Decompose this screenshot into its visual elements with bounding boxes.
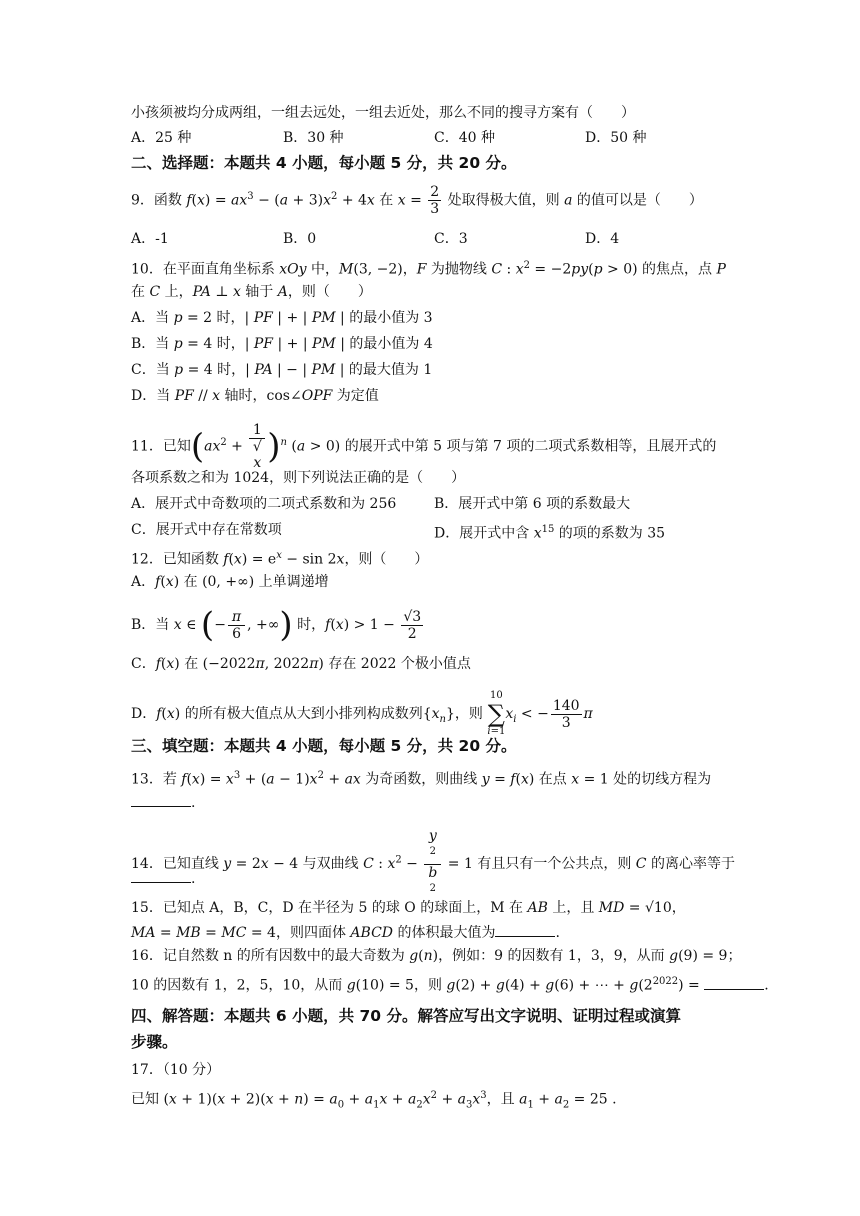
q9-option-b: B．0 <box>283 231 317 247</box>
section-4-heading-line1: 四、解答题：本题共 6 小题，共 70 分。解答应写出文字说明、证明过程或演算 <box>131 1007 681 1025</box>
q11-option-c: C．展开式中存在常数项 <box>131 522 282 538</box>
q11-option-a: A．展开式中奇数项的二项式系数和为 256 <box>131 496 397 512</box>
q12-option-a: A．f(x) 在 (0, +∞) 上单调递增 <box>131 574 329 590</box>
q13-answer-blank: . <box>131 792 195 813</box>
q8-option-d: D．50 种 <box>585 130 647 146</box>
summation-symbol: 10 ∑ i=1 <box>487 690 506 737</box>
q11-option-d: D．展开式中含 $x^{15}$ 的项的系数为 35 <box>434 524 666 542</box>
fraction-y2-over-b2: y $^2$ b $^2$ <box>424 828 441 900</box>
fraction-sqrt3-over-2: $\frac{√3}{2}$ <box>403 608 422 642</box>
fraction-two-thirds: $\frac{2}{3}$ <box>430 184 440 217</box>
q10-stem-line2: 在 C 上，PA ⊥ x 轴于 A，则（ ） <box>131 284 372 300</box>
section-4-heading-line2: 步骤。 <box>131 1033 178 1051</box>
q14-answer-blank: . <box>131 868 195 889</box>
q13-stem: 13．若 $f(x) = x^3 + (a - 1)x^2$ + ax 为奇函数，则曲线 y = f(x) 在点 x = 1 处的切线方程为 <box>131 770 712 788</box>
fraction-140-over-3: $\frac{140}{3}$ <box>552 697 580 731</box>
q9-option-d: D．4 <box>585 231 620 247</box>
q10-stem-line1: 10．在平面直角坐标系 xOy 中，M(3, −2)，F 为抛物线 C : $x^2 = -2py(p > 0)$ 的焦点，点 P <box>131 260 726 278</box>
q12-stem: 12．已知函数 $f(x) = e^x - \sin 2x$，则（ ） <box>131 550 429 568</box>
q10-option-a: A．当 p = 2 时，| PF | + | PM | 的最小值为 3 <box>131 310 433 326</box>
q15-stem-line1: 15．已知点 A，B，C，D 在半径为 5 的球 O 的球面上，M 在 AB 上，且 MD = √10， <box>131 900 686 916</box>
q9-option-a: A．-1 <box>131 231 169 247</box>
q10-option-b: B．当 p = 4 时，| PF | + | PM | 的最小值为 4 <box>131 336 433 352</box>
q9-stem: 9．函数 $f(x) = ax^3 - (a + 3)x^2 + 4x$ 在 x = $\frac{2}{3}$ 处取得极大值，则 a 的值可以是（ ） <box>131 184 703 217</box>
q8-stem-tail: 小孩须被均分成两组，一组去远处，一组去近处，那么不同的搜寻方案有（ ） <box>131 105 635 121</box>
q11-option-b: B．展开式中第 6 项的系数最大 <box>434 496 631 512</box>
q12-option-c: C．f(x) 在 (−2022π, 2022π) 存在 2022 个极小值点 <box>131 656 471 672</box>
q15-stem-line2: MA = MB = MC = 4，则四面体 ABCD 的体积最大值为 . <box>131 922 560 943</box>
q8-option-c: C．40 种 <box>434 130 495 146</box>
q16-stem-line2: 10 的因数有 1，2，5，10，从而 g(10) = 5，则 g(2) + g(4) + g(6) + ⋯ + $g(2^{2022})$ = . <box>131 976 769 994</box>
q17-header: 17．（10 分） <box>131 1062 221 1078</box>
q12-option-d: D．f(x) 的所有极大值点从大到小排列构成数列$\{x_n\}$，则 10 ∑ $i=1x_i$ < − $\frac{140}{3}$ π <box>131 690 593 737</box>
section-3-heading: 三、填空题：本题共 4 小题，每小题 5 分，共 20 分。 <box>131 737 517 755</box>
fraction-one-over-sqrt-x: 1 √ x <box>249 422 265 471</box>
q14-stem: 14．已知直线 y = 2x − 4 与双曲线 C : $x^2$ − y $^2$ b $^2$ = 1 有且只有一个公共点，则 C 的离心率等于 <box>131 828 735 900</box>
q11-stem-line2: 各项系数之和为 1024，则下列说法正确的是（ ） <box>131 470 466 486</box>
q8-option-a: A．25 种 <box>131 130 192 146</box>
section-2-heading: 二、选择题：本题共 4 小题，每小题 5 分，共 20 分。 <box>131 154 517 172</box>
q11-stem-line1: 11．已知($ax^2$ + 1 √ x )$^n$ (a > 0) 的展开式中第 5 项与第 7 项的二项式系数相等，且展开式的 <box>131 422 717 471</box>
q12-option-b: B．当 x ∈ (− $\frac{\pi}{6}$ , +∞) 时，f(x) > 1 − $\frac{√3}{2}$ <box>131 605 422 645</box>
q10-option-c: C．当 p = 4 时，| PA | − | PM | 的最大值为 1 <box>131 362 433 378</box>
q17-stem: 已知 $(x + 1)(x + 2)(x + n) = a_0 + a_1x + a_2x^2 + a_3x^3$，且 $a_1 + a_2 = 25$ . <box>131 1090 617 1111</box>
q10-option-d: D．当 PF // x 轴时，cos∠OPF 为定值 <box>131 388 379 404</box>
q8-option-b: B．30 种 <box>283 130 344 146</box>
q16-stem-line1: 16．记自然数 n 的所有因数中的最大奇数为 g(n)，例如：9 的因数有 1，3，9，从而 g(9) = 9； <box>131 948 742 964</box>
q9-option-c: C．3 <box>434 231 468 247</box>
